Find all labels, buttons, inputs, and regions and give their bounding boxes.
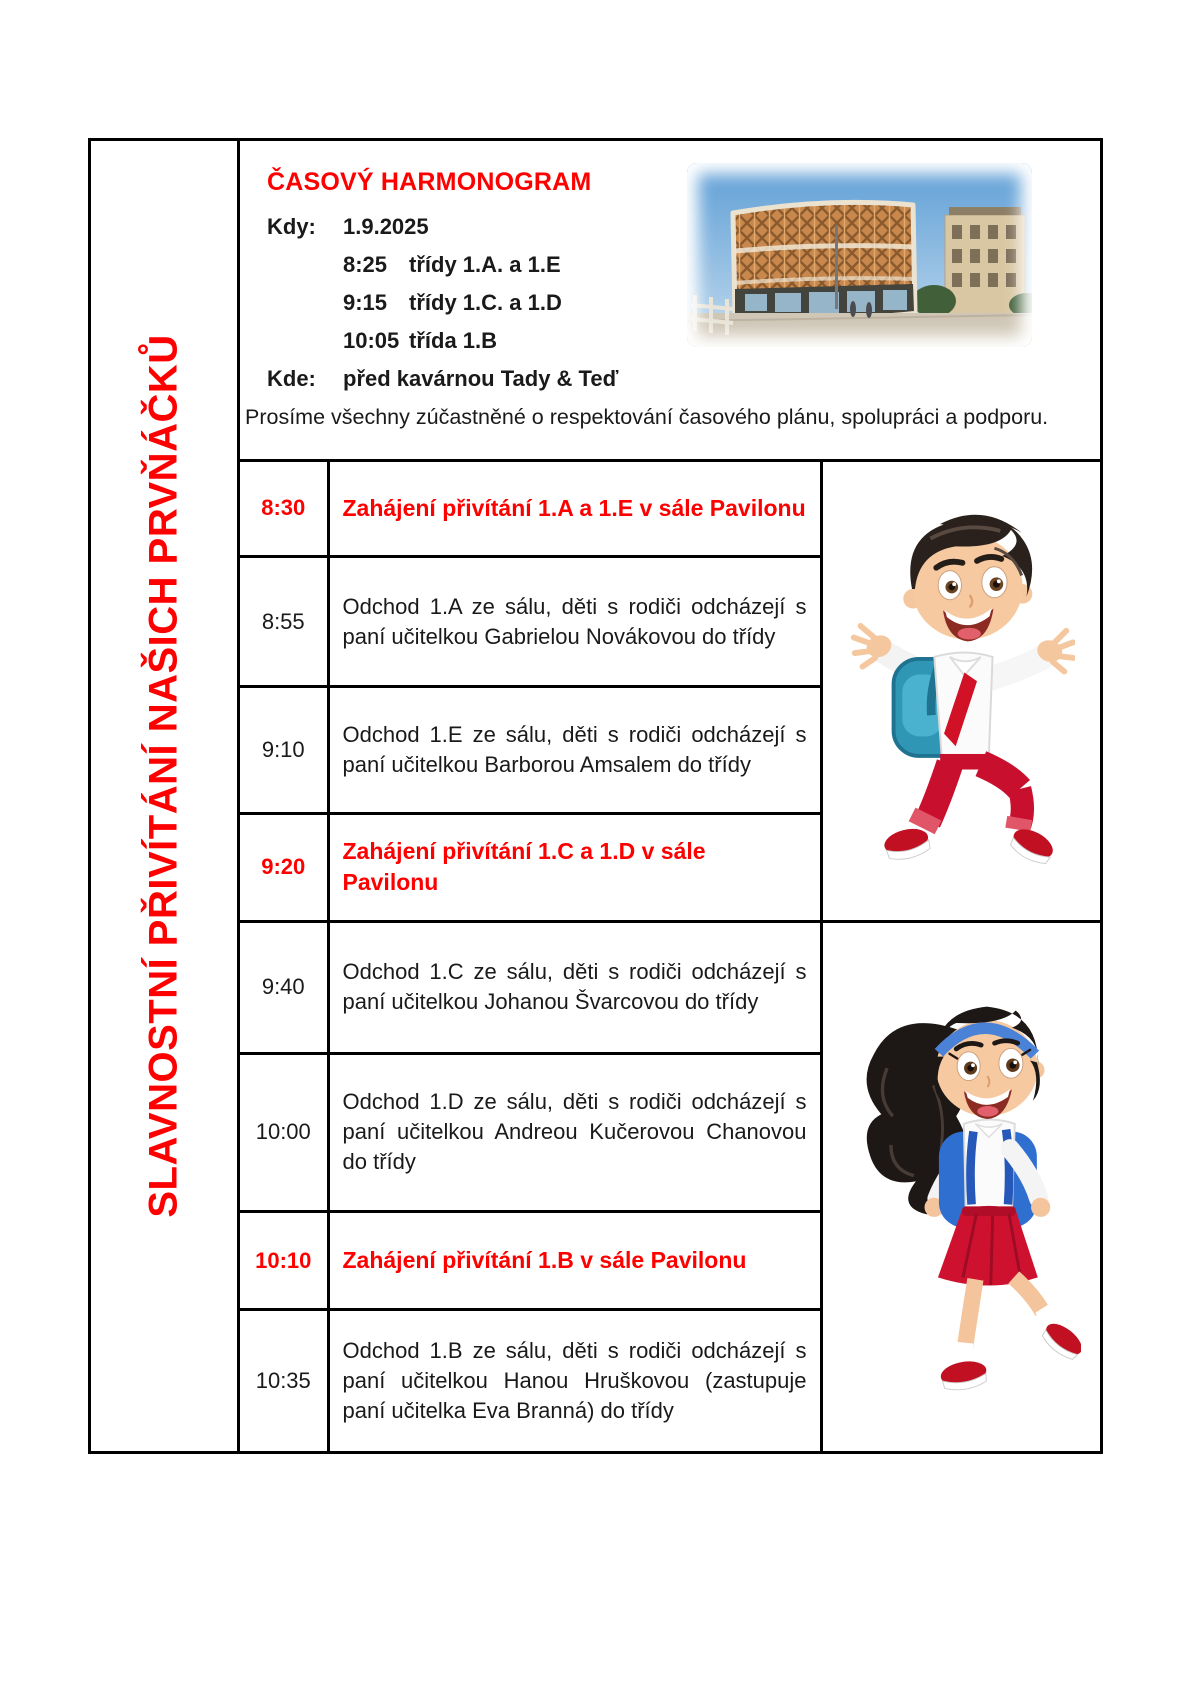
where-label: Kde: [267,366,316,391]
time-cell: 10:10 [240,1212,328,1310]
arrival-time: 8:25 [343,252,388,277]
section-title: ČASOVÝ HARMONOGRAM [267,168,592,196]
time-cell: 10:00 [240,1053,328,1212]
time-cell: 9:20 [240,814,328,921]
table-row [240,462,1100,556]
event-cell: Zahájení přivítání 1.A a 1.E v sále Pavilonu [328,462,821,556]
arrival-time: 9:15 [343,290,388,315]
event-title-vertical: SLAVNOSTNÍ PŘIVÍTÁNÍ NAŠICH PRVŇÁČKŮ [141,334,186,1218]
time-cell: 9:10 [240,687,328,814]
arrival-classes: třídy 1.C. a 1.D [409,290,562,315]
girl-image-cell [821,921,1100,1451]
time-cell: 9:40 [240,921,328,1053]
event-cell: Odchod 1.B ze sálu, děti s rodiči odcházejí s paní učitelkou Hanou Hruškovou (zastupuje paní učitelka Eva Branná) do třídy [328,1310,821,1451]
arrival-time: 10:05 [343,328,400,353]
running-girl-illustration [841,967,1081,1415]
school-building-photo [687,163,1032,347]
schedule-table [240,462,1100,1451]
event-cell: Zahájení přivítání 1.B v sále Pavilonu [328,1212,821,1310]
event-cell: Zahájení přivítání 1.C a 1.D v sále Pavilonu [328,814,821,921]
when-label: Kdy: [267,214,316,239]
event-cell: Odchod 1.C ze sálu, děti s rodiči odcházejí s paní učitelkou Johanou Švarcovou do třídy [328,921,821,1053]
time-cell: 8:55 [240,556,328,687]
boy-image-cell [821,462,1100,921]
event-cell: Odchod 1.E ze sálu, děti s rodiči odcházejí s paní učitelkou Barborou Amsalem do třídy [328,687,821,814]
event-cell: Odchod 1.A ze sálu, děti s rodiči odcházejí s paní učitelkou Gabrielou Novákovou do třídy [328,556,821,687]
where-row [267,366,1100,392]
time-cell: 8:30 [240,462,328,556]
event-cell: Odchod 1.D ze sálu, děti s rodiči odcházejí s paní učitelkou Andreou Kučerovou Chanovou do třídy [328,1053,821,1212]
when-date: 1.9.2025 [343,214,429,239]
time-cell: 10:35 [240,1310,328,1451]
table-row [240,921,1100,1053]
running-boy-illustration [847,492,1075,884]
note-text: Prosíme všechny zúčastněné o respektování časového plánu, spolupráci a podporu. [245,405,1049,429]
schedule-table-wrap [240,462,1100,1451]
arrival-classes: třída 1.B [409,328,498,353]
arrival-classes: třídy 1.A. a 1.E [409,252,561,277]
side-banner [91,141,240,1451]
content-column [240,141,1100,1451]
header-section [240,141,1100,462]
where-value: před kavárnou Tady & Teď [343,366,619,391]
document-frame [88,138,1103,1454]
school-building-illustration [687,163,1032,347]
